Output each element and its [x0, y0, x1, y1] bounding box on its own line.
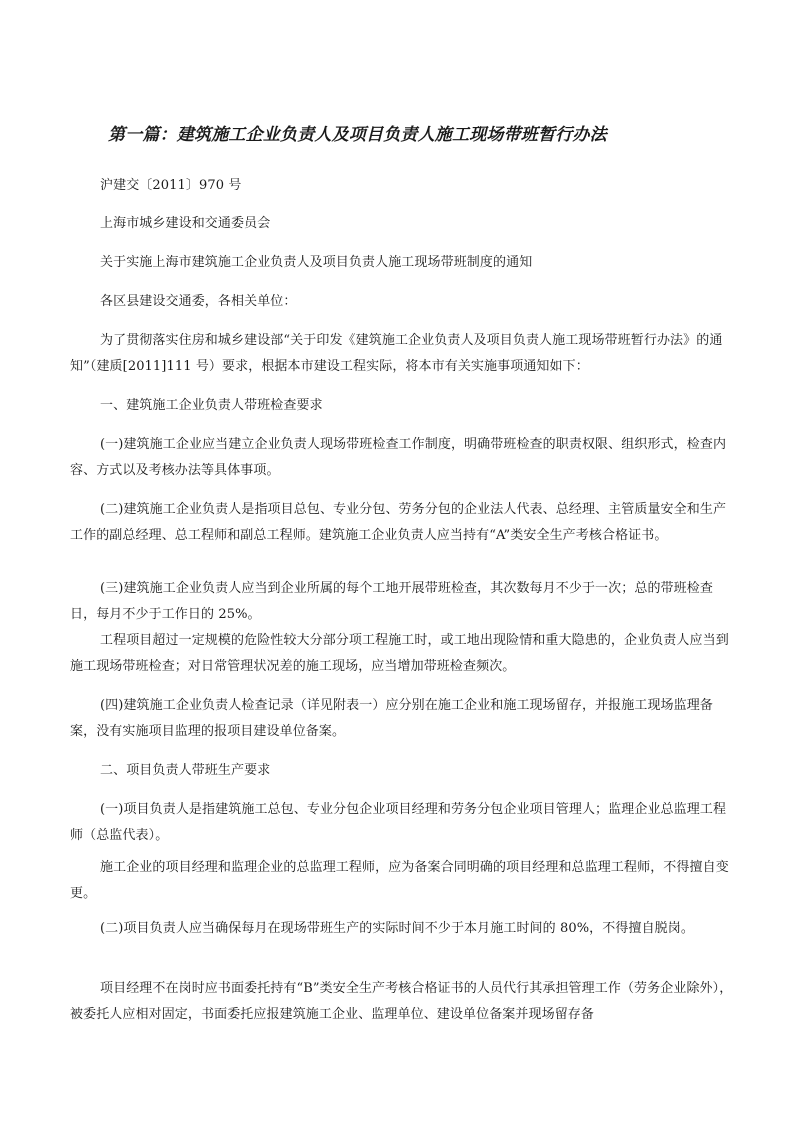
- paragraph-item: (二)建筑施工企业负责人是指项目总包、专业分包、劳务分包的企业法人代表、总经理、主管质量安全和生产工作的副总经理、总工程师和副总工程师。建筑施工企业负责人应当持有“A”类安全生产考核合格证书。: [70, 502, 727, 543]
- document-title: 第一篇：建筑施工企业负责人及项目负责人施工现场带班暂行办法: [108, 125, 607, 145]
- section-heading-1: 一、建筑施工企业负责人带班检查要求: [100, 398, 323, 413]
- paragraph-item: (三)建筑施工企业负责人应当到企业所属的每个工地开展带班检查，其次数每月不少于一次；总的带班检查日，每月不少于工作日的 25%。: [70, 581, 713, 622]
- paragraph-item: 工程项目超过一定规模的危险性较大分部分项工程施工时，或工地出现险情和重大隐患的，企业负责人应当到施工现场带班检查；对日常管理状况差的施工现场，应当增加带班检查频次。: [70, 633, 729, 674]
- intro-paragraph: 为了贯彻落实住房和城乡建设部“关于印发《建筑施工企业负责人及项目负责人施工现场带班暂行办法》的通知”（建质[2011]111 号）要求，根据本市建设工程实际，将本市有关实施事项通知如下：: [70, 333, 723, 374]
- section-heading-2: 二、项目负责人带班生产要求: [100, 763, 271, 778]
- paragraph-item: 施工企业的项目经理和监理企业的总监理工程师，应为备案合同明确的项目经理和总监理工程师，不得擅自变更。: [70, 860, 729, 901]
- paragraph-item: (一)建筑施工企业应当建立企业负责人现场带班检查工作制度，明确带班检查的职责权限、组织形式，检查内容、方式以及考核办法等具体事项。: [70, 437, 727, 478]
- notice-title: 关于实施上海市建筑施工企业负责人及项目负责人施工现场带班制度的通知: [100, 255, 533, 270]
- paragraph-item: (四)建筑施工企业负责人检查记录（详见附表一）应分别在施工企业和施工现场留存，并报施工现场监理备案，没有实施项目监理的报项目建设单位备案。: [70, 698, 713, 739]
- addressee: 各区县建设交通委，各相关单位：: [100, 294, 297, 309]
- issuing-authority: 上海市城乡建设和交通委员会: [100, 216, 271, 231]
- paragraph-item: (二)项目负责人应当确保每月在现场带班生产的实际时间不少于本月施工时间的 80%，不得擅自脱岗。: [100, 921, 694, 936]
- paragraph-item: (一)项目负责人是指建筑施工总包、专业分包企业项目经理和劳务分包企业项目管理人；监理企业总监理工程师（总监代表）。: [70, 802, 727, 843]
- document-number: 沪建交〔2011〕970 号: [100, 178, 242, 193]
- paragraph-item: 项目经理不在岗时应书面委托持有“B”类安全生产考核合格证书的人员代行其承担管理工作（劳务企业除外），被委托人应相对固定，书面委托应报建筑施工企业、监理单位、建设单位备案并现场留存备: [70, 981, 733, 1022]
